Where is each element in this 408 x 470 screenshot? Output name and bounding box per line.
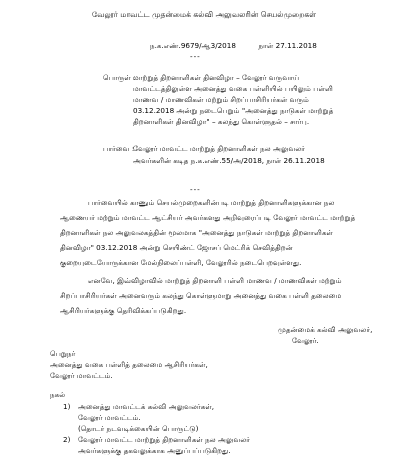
copy-item-line: அவர்களுக்கு தகவலுக்காக அனுப்பப்படுகிறது.: [78, 446, 231, 455]
body-line: ஆணையர் மற்றும் மாவட்ட ஆட்சியர் அவர்களது அறிவுரைப்படி வேலூர் மாவட்ட மாற்றுத்: [60, 213, 356, 222]
body-line: குறையுடையோருக்கான மேல்நிலைப்பள்ளி, வேலூரில் நடைபெறவுள்ளது.: [60, 258, 302, 267]
recipient-line: வேலூர் மாவட்டம்.: [50, 371, 113, 380]
body-line: பார்வையில் காணும் செயல்முறைகளின்படி மாற்றுத் திறனாளிகளுக்கான நல: [88, 198, 335, 207]
copy-item-number: 2): [63, 435, 71, 444]
copy-item-number: 1): [63, 402, 71, 411]
subject-label: பொருள் :: [103, 73, 136, 82]
reference-line: அவர்களின் கடித ந.க.எண்.55/அ/2018, நாள் 26.11.2018: [133, 156, 325, 165]
reference-line: [150, 41, 317, 50]
subject-line: மாற்றுத் திறனாளிகள் தினவிழா – வேலூர் வருவாய்: [133, 73, 300, 82]
recipient-label: பெறுநர்: [50, 349, 76, 358]
copy-item-line: வேலூர் மாவட்டம்.: [78, 413, 141, 422]
header-divider: ---: [190, 52, 201, 61]
copy-item-line: வேலூர் மாவட்ட மாற்றுத் திறனாளிகள் நல அலுவலர்: [78, 435, 251, 444]
subject-line: 03.12.2018 அன்று நடைபெறும் "அனைத்து நாடுகள் மாற்றுத்: [133, 106, 334, 115]
body-line: ஆசிரியர்களுக்கு தெரிவிக்கப்படுகிறது.: [60, 306, 187, 315]
body-line: சிறப்பாசிரியர்கள் அனைவரும் கலந்து கொள்ளுமாறு அனைத்து வகை பள்ளி தலைமை: [60, 291, 342, 300]
subject-line: திறனாளிகள் தினவிழா" – கலந்து கொள்ளுதல் – சார்பு.: [133, 117, 310, 126]
subject-line: மாவட்டத்திலுள்ள அனைத்து வகை பள்ளியில் பயிலும் பள்ளி: [133, 84, 333, 93]
recipient-line: அனைத்து வகை பள்ளித் தலைமை ஆசிரியர்கள்,: [50, 360, 208, 369]
body-line: தினவிழா" 03.12.2018 அன்று செயிண்ட் ஜோசப் மெட்ரிக் செவித்திறன்: [60, 243, 293, 252]
copy-label: நகல்: [50, 390, 66, 399]
order-date: நாள் 27.11.2018: [258, 41, 317, 50]
signature-designation: முதன்மைக் கல்வி அலுவலர்,: [278, 325, 373, 334]
signature-place: வேலூர்.: [292, 336, 319, 345]
reference-label: பார்வை :: [103, 144, 135, 153]
copy-item-line: அனைத்து மாவட்டக் கல்வி அலுவலர்கள்,: [78, 402, 215, 411]
ref-number: ந.க.எண்.9679/ஆ3/2018: [150, 41, 236, 50]
body-line: எனவே, இவ்விழாவில் மாற்றுத் திறனாளி பள்ளி மாணவ / மாணவிகள் மற்றும்: [88, 276, 342, 285]
body-line: திறனாளிகள் நல அலுவலகத்தின் மூலமாக "அனைத்து நாடுகள் மாற்றுத் திறனாளிகள்: [60, 228, 334, 237]
reference-line: வேலூர் மாவட்ட மாற்றுத் திறனாளிகள் நல அலுவலர்: [133, 144, 306, 153]
copy-item-line: (தொடர் நடவடிக்கையின் பொருட்டு): [78, 424, 199, 433]
section-divider: ---: [190, 185, 201, 194]
document-title: வேலூர் மாவட்ட முதன்மைக் கல்வி அலுவலரின் செயல்முறைகள்: [91, 10, 317, 19]
subject-line: மாணவ / மாணவிகள் மற்றும் சிறப்பாசிரியர்கள் வரும்: [133, 95, 309, 104]
